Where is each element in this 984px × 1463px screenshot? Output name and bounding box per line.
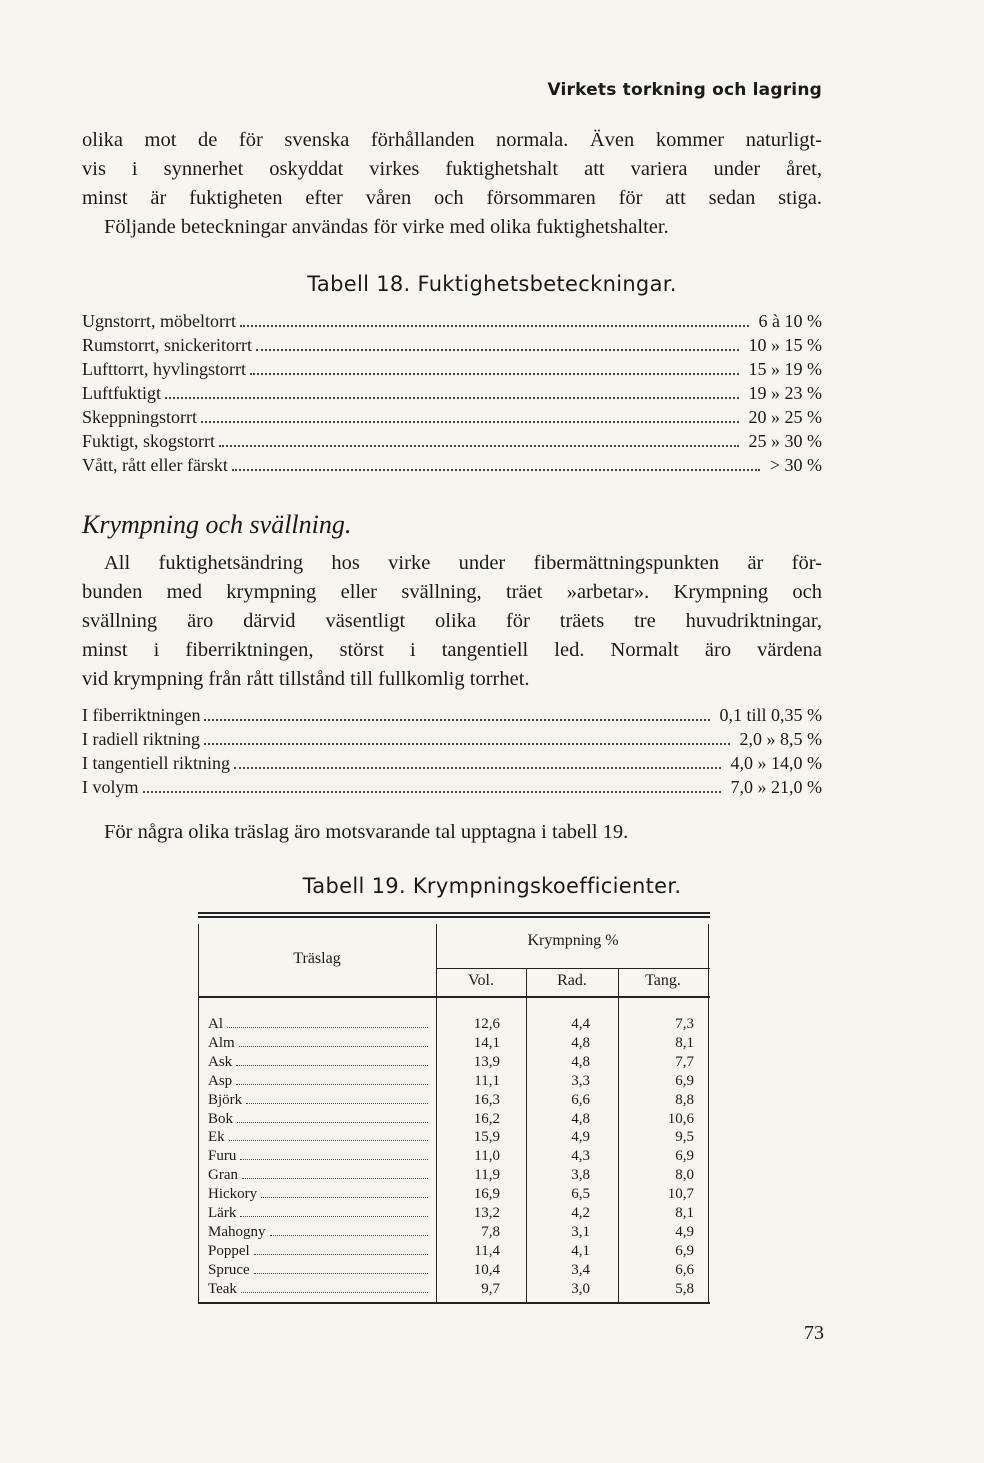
species-name: Mahogny — [208, 1223, 266, 1240]
vol-cell: 10,4 — [473, 1261, 500, 1278]
species-cell — [208, 1205, 430, 1222]
species-name: Teak — [208, 1280, 237, 1297]
tang-cell: 6,6 — [675, 1261, 694, 1278]
tang-cell: 8,1 — [675, 1034, 694, 1051]
species-name: Alm — [208, 1034, 235, 1051]
species-name: Hickory — [208, 1186, 258, 1203]
leader-dots — [237, 1122, 428, 1123]
vol-cell: 11,0 — [474, 1148, 500, 1165]
leader-dots — [254, 1273, 428, 1274]
intro-line: vis i synnerhet oskyddat virkes fuktighetshalt att variera under året, — [82, 158, 822, 180]
species-name: Ek — [208, 1129, 225, 1146]
moisture-row — [82, 431, 822, 455]
leader-dots — [227, 1027, 428, 1028]
species-name: Björk — [208, 1091, 243, 1108]
tang-cell: 4,9 — [675, 1223, 694, 1240]
tang-cell: 6,9 — [675, 1072, 694, 1089]
species-name: Furu — [208, 1148, 237, 1165]
col-header-rad: Rad. — [557, 972, 587, 989]
moisture-row — [82, 311, 822, 335]
species-name: Gran — [208, 1167, 238, 1184]
rad-cell: 3,3 — [571, 1072, 590, 1089]
col-header-species: Träslag — [293, 950, 341, 967]
leader-dots — [256, 349, 739, 351]
leader-dots — [232, 469, 760, 471]
tang-cell: 10,7 — [667, 1186, 694, 1203]
species-cell — [208, 1111, 430, 1128]
species-row — [198, 1035, 710, 1053]
leader-dots — [246, 1103, 428, 1104]
rad-cell: 6,5 — [571, 1186, 590, 1203]
rad-cell: 4,8 — [571, 1053, 590, 1070]
species-row — [198, 1243, 710, 1261]
moisture-value: > 30 % — [769, 455, 822, 475]
species-row — [198, 1205, 710, 1223]
leader-dots — [201, 421, 739, 423]
leader-dots — [240, 325, 749, 327]
species-row — [198, 1054, 710, 1072]
leader-dots — [204, 719, 709, 721]
moisture-row — [82, 383, 822, 407]
tang-cell: 10,6 — [667, 1110, 694, 1127]
species-cell — [208, 1224, 430, 1241]
section-heading: Krympning och svällning. — [82, 510, 352, 539]
moisture-value: 19 » 23 % — [748, 383, 822, 403]
running-head: Virkets torkning och lagring — [547, 80, 822, 100]
moisture-label: Skeppningstorrt — [82, 407, 197, 427]
rad-cell: 3,0 — [571, 1280, 590, 1297]
moisture-value: 15 » 19 % — [748, 359, 822, 379]
table-rule-bottom — [198, 1302, 710, 1304]
species-row — [198, 1129, 710, 1147]
leader-dots — [165, 397, 739, 399]
shrinkage-label: I tangentiell riktning — [82, 753, 230, 773]
leader-dots — [236, 1084, 428, 1085]
species-cell — [208, 1262, 430, 1279]
page-number: 73 — [804, 1322, 824, 1344]
moisture-label: Lufttorrt, hyvlingstorrt — [82, 359, 246, 379]
section-line: All fuktighetsändring hos virke under fibermättningspunkten är för- — [104, 552, 822, 574]
rad-cell: 3,4 — [571, 1261, 590, 1278]
rad-cell: 3,1 — [571, 1223, 590, 1240]
leader-dots — [236, 1065, 428, 1066]
vol-cell: 11,1 — [474, 1072, 500, 1089]
moisture-label: Luftfuktigt — [82, 383, 161, 403]
shrinkage-label: I fiberriktningen — [82, 705, 201, 725]
species-name: Spruce — [208, 1261, 250, 1278]
section-line: minst i fiberriktningen, störst i tangentiell led. Normalt äro värdena — [82, 639, 822, 661]
moisture-row — [82, 455, 822, 479]
intro-paragraph — [82, 126, 822, 242]
species-cell — [208, 1073, 430, 1090]
moisture-value: 25 » 30 % — [748, 431, 822, 451]
tang-cell: 8,8 — [675, 1091, 694, 1108]
table-rule-header-bottom — [198, 996, 710, 998]
rad-cell: 4,8 — [571, 1034, 590, 1051]
species-cell — [208, 1129, 430, 1146]
rad-cell: 3,8 — [571, 1167, 590, 1184]
reference-line: För några olika träslag äro motsvarande tal upptagna i tabell 19. — [104, 821, 629, 843]
vol-cell: 16,2 — [473, 1110, 500, 1127]
moisture-label: Fuktigt, skogstorrt — [82, 431, 216, 451]
species-cell — [208, 1167, 430, 1184]
section-line: vid krympning från rått tillstånd till fullkomlig torrhet. — [82, 668, 530, 690]
leader-dots — [270, 1235, 429, 1236]
shrinkage-row — [82, 777, 822, 801]
species-cell — [208, 1054, 430, 1071]
leader-dots — [240, 1216, 428, 1217]
species-name: Asp — [208, 1072, 233, 1089]
section-line: svällning äro därvid väsentligt olika för träets tre huvudriktningar, — [82, 610, 822, 632]
section-paragraph — [82, 549, 822, 694]
tang-cell: 7,3 — [675, 1016, 694, 1032]
shrinkage-value: 4,0 » 14,0 % — [730, 753, 822, 773]
shrinkage-row — [82, 705, 822, 729]
vol-cell: 9,7 — [481, 1280, 500, 1297]
species-row — [198, 1148, 710, 1166]
vol-cell: 13,9 — [473, 1053, 500, 1070]
tang-cell: 9,5 — [675, 1129, 694, 1146]
species-name: Bok — [208, 1110, 234, 1127]
leader-dots — [204, 743, 730, 745]
tang-cell: 5,8 — [675, 1280, 694, 1297]
species-row — [198, 1167, 710, 1185]
species-row — [198, 1016, 710, 1034]
vol-cell: 11,4 — [474, 1242, 500, 1259]
species-cell — [208, 1016, 430, 1033]
table-rule-subheader — [436, 968, 710, 969]
vol-cell: 11,9 — [474, 1167, 500, 1184]
tang-cell: 6,9 — [675, 1148, 694, 1165]
vol-cell: 16,3 — [473, 1091, 500, 1108]
vol-cell: 14,1 — [473, 1034, 500, 1051]
rad-cell: 4,8 — [571, 1110, 590, 1127]
shrinkage-value: 7,0 » 21,0 % — [730, 777, 822, 797]
vol-cell: 16,9 — [473, 1186, 500, 1203]
species-name: Al — [208, 1016, 223, 1032]
col-header-group: Krympning % — [527, 932, 619, 949]
table19-shrinkage-coefficients — [198, 912, 710, 1304]
leader-dots — [219, 445, 738, 447]
intro-line: olika mot de för svenska förhållanden normala. Även kommer naturligt- — [82, 129, 822, 151]
tang-cell: 8,0 — [675, 1167, 694, 1184]
leader-dots — [229, 1140, 428, 1141]
rad-cell: 4,3 — [571, 1148, 590, 1165]
leader-dots — [234, 767, 721, 769]
shrinkage-label: I volym — [82, 777, 139, 797]
moisture-label: Ugnstorrt, möbeltorrt — [82, 311, 236, 331]
species-cell — [208, 1281, 430, 1298]
species-cell — [208, 1148, 430, 1165]
species-row — [198, 1111, 710, 1129]
moisture-label: Vått, rått eller färskt — [82, 455, 228, 475]
table19-caption: Tabell 19. Krympningskoefficienter. — [302, 874, 682, 898]
species-row — [198, 1073, 710, 1091]
shrinkage-value: 2,0 » 8,5 % — [739, 729, 822, 749]
species-row — [198, 1281, 710, 1299]
rad-cell: 4,1 — [571, 1242, 590, 1259]
vol-cell: 7,8 — [481, 1223, 500, 1240]
moisture-value: 20 » 25 % — [748, 407, 822, 427]
shrinkage-value: 0,1 till 0,35 % — [719, 705, 822, 725]
species-name: Poppel — [208, 1242, 250, 1259]
col-header-tang: Tang. — [645, 972, 681, 989]
species-cell — [208, 1035, 430, 1052]
tang-cell: 8,1 — [675, 1205, 694, 1221]
moisture-row — [82, 359, 822, 383]
shrinkage-label: I radiell riktning — [82, 729, 200, 749]
moisture-value: 10 » 15 % — [748, 335, 822, 355]
col-header-vol: Vol. — [468, 972, 494, 989]
species-row — [198, 1262, 710, 1280]
intro-line: minst är fuktigheten efter våren och försommaren för att sedan stiga. — [82, 187, 822, 209]
shrinkage-row — [82, 729, 822, 753]
species-name: Lärk — [208, 1205, 237, 1221]
species-row — [198, 1092, 710, 1110]
species-cell — [208, 1092, 430, 1109]
species-name: Ask — [208, 1053, 233, 1070]
moisture-row — [82, 335, 822, 359]
moisture-value: 6 à 10 % — [758, 311, 822, 331]
tang-cell: 7,7 — [675, 1053, 694, 1070]
leader-dots — [250, 373, 739, 375]
leader-dots — [240, 1159, 428, 1160]
section-line: bunden med krympning eller svällning, träet »arbetar». Krympning och — [82, 581, 822, 603]
tang-cell: 6,9 — [675, 1242, 694, 1259]
vol-cell: 15,9 — [473, 1129, 500, 1146]
moisture-row — [82, 407, 822, 431]
rad-cell: 4,4 — [571, 1016, 590, 1032]
leader-dots — [261, 1197, 428, 1198]
moisture-label: Rumstorrt, snickeritorrt — [82, 335, 252, 355]
table-rule-top — [198, 912, 710, 914]
intro-line: Följande beteckningar användas för virke med olika fuktighetshalter. — [104, 216, 669, 238]
leader-dots — [254, 1254, 428, 1255]
vol-cell: 12,6 — [473, 1016, 500, 1032]
reference-paragraph — [82, 818, 822, 847]
species-row — [198, 1186, 710, 1204]
table18-caption: Tabell 18. Fuktighetsbeteckningar. — [307, 272, 677, 296]
species-cell — [208, 1243, 430, 1260]
shrinkage-row — [82, 753, 822, 777]
vol-cell: 13,2 — [473, 1205, 500, 1221]
leader-dots — [241, 1292, 428, 1293]
rad-cell: 6,6 — [571, 1091, 590, 1108]
species-cell — [208, 1186, 430, 1203]
leader-dots — [143, 791, 721, 793]
species-row — [198, 1224, 710, 1242]
table-rule-top-double — [198, 916, 710, 918]
rad-cell: 4,2 — [571, 1205, 590, 1221]
leader-dots — [242, 1178, 428, 1179]
leader-dots — [239, 1046, 428, 1047]
rad-cell: 4,9 — [571, 1129, 590, 1146]
